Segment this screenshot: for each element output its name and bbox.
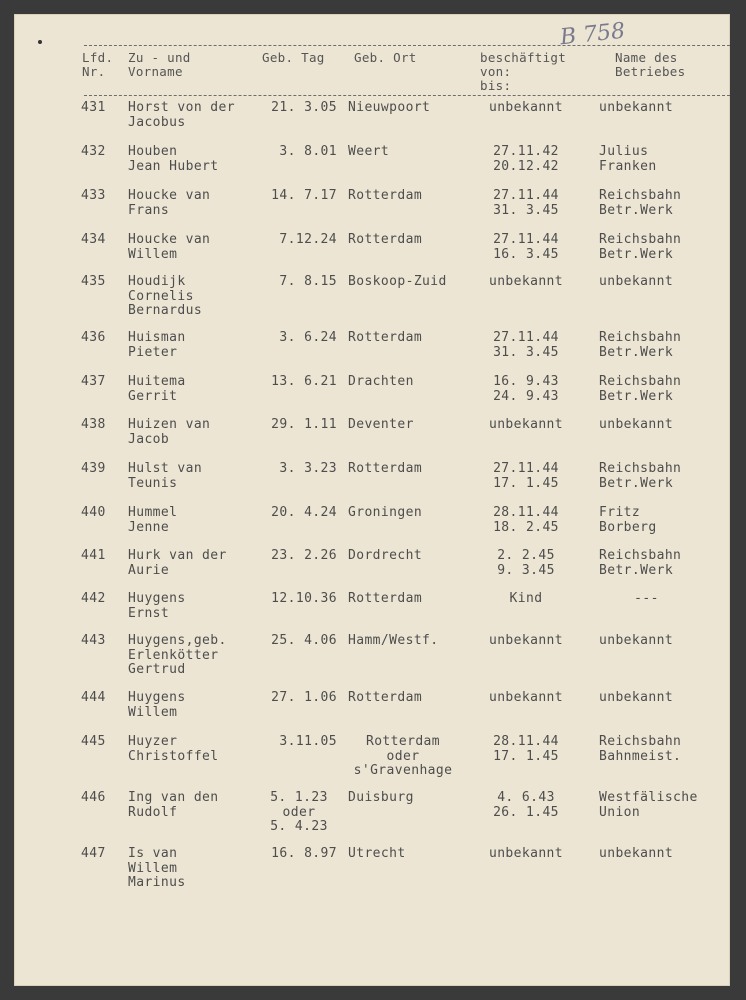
row-employed: Kind — [509, 591, 543, 606]
row-name: Houcke van Frans — [128, 188, 211, 218]
header-top-rule — [84, 45, 730, 46]
header-birth-place: Geb. Ort — [354, 50, 417, 65]
row-company: Fritz Borberg — [599, 505, 657, 535]
row-employed: 27.11.44 31. 3.45 — [493, 188, 559, 218]
row-name: Huygens Willem — [128, 690, 186, 720]
row-company: unbekannt — [599, 274, 674, 289]
row-company: unbekannt — [599, 846, 674, 861]
row-company: Westfälische Union — [599, 790, 698, 820]
row-name: Hurk van der Aurie — [128, 548, 227, 578]
row-birth-place: Rotterdam — [348, 330, 423, 345]
row-birth-date: 23. 2.26 — [271, 548, 337, 563]
row-employed: unbekannt — [488, 274, 564, 289]
row-name: Hulst van Teunis — [128, 461, 203, 491]
header-name: Zu - und Vorname — [128, 50, 191, 79]
row-company: unbekannt — [599, 100, 674, 115]
row-birth-place: Groningen — [348, 505, 423, 520]
row-company: Reichsbahn Bahnmeist. — [599, 734, 682, 764]
row-company: Reichsbahn Betr.Werk — [599, 548, 682, 578]
row-company: Reichsbahn Betr.Werk — [599, 461, 682, 491]
row-nr: 439 — [81, 461, 106, 476]
row-birth-date: 12.10.36 — [271, 591, 337, 606]
row-birth-place: Nieuwpoort — [348, 100, 431, 115]
row-company: Reichsbahn Betr.Werk — [599, 330, 682, 360]
header-company: Name des Betriebes — [615, 50, 686, 79]
row-nr: 432 — [81, 144, 106, 159]
row-birth-place: Rotterdam — [348, 232, 423, 247]
row-birth-place: Rotterdam — [348, 591, 423, 606]
row-birth-place: Rotterdam — [348, 461, 423, 476]
header-employed: beschäftigt von: bis: — [480, 50, 567, 93]
row-employed: 28.11.44 17. 1.45 — [493, 734, 559, 764]
row-nr: 435 — [81, 274, 106, 289]
row-nr: 433 — [81, 188, 106, 203]
header-nr: Lfd. Nr. — [82, 50, 114, 79]
row-nr: 441 — [81, 548, 106, 563]
row-nr: 438 — [81, 417, 106, 432]
row-birth-place: Weert — [348, 144, 390, 159]
row-employed: 27.11.44 16. 3.45 — [493, 232, 559, 262]
row-employed: unbekannt — [488, 417, 564, 432]
row-name: Horst von der Jacobus — [128, 100, 235, 130]
row-name: Is van Willem Marinus — [128, 846, 186, 890]
row-name: Houben Jean Hubert — [128, 144, 219, 174]
row-nr: 447 — [81, 846, 106, 861]
row-birth-date: 21. 3.05 — [271, 100, 337, 115]
row-nr: 445 — [81, 734, 106, 749]
row-birth-date: 5. 1.23 oder 5. 4.23 — [270, 790, 328, 834]
row-birth-date: 3. 8.01 — [279, 144, 337, 159]
row-nr: 431 — [81, 100, 106, 115]
row-name: Huyzer Christoffel — [128, 734, 219, 764]
row-name: Hummel Jenne — [128, 505, 178, 535]
row-employed: unbekannt — [488, 846, 564, 861]
row-birth-place: Duisburg — [348, 790, 414, 805]
row-employed: 27.11.42 20.12.42 — [493, 144, 559, 174]
row-birth-date: 3.11.05 — [279, 734, 337, 749]
row-nr: 436 — [81, 330, 106, 345]
document-page — [14, 14, 730, 986]
row-name: Huisman Pieter — [128, 330, 186, 360]
row-birth-place: Rotterdam — [348, 188, 423, 203]
row-company: unbekannt — [599, 633, 674, 648]
row-birth-date: 14. 7.17 — [271, 188, 337, 203]
row-birth-place: Deventer — [348, 417, 414, 432]
row-birth-date: 3. 6.24 — [279, 330, 337, 345]
row-nr: 442 — [81, 591, 106, 606]
row-employed: unbekannt — [488, 633, 564, 648]
row-birth-place: Hamm/Westf. — [348, 633, 439, 648]
row-company: Reichsbahn Betr.Werk — [599, 374, 682, 404]
row-employed: 27.11.44 17. 1.45 — [493, 461, 559, 491]
row-employed: 27.11.44 31. 3.45 — [493, 330, 559, 360]
row-name: Houdijk Cornelis Bernardus — [128, 274, 203, 318]
row-birth-date: 7.12.24 — [279, 232, 337, 247]
row-company: Reichsbahn Betr.Werk — [599, 188, 682, 218]
row-employed: 28.11.44 18. 2.45 — [493, 505, 559, 535]
row-employed: 4. 6.43 26. 1.45 — [493, 790, 559, 820]
header-birth-date: Geb. Tag — [262, 50, 325, 65]
row-name: Huygens,geb. Erlenkötter Gertrud — [128, 633, 227, 677]
row-birth-date: 20. 4.24 — [271, 505, 337, 520]
row-employed: unbekannt — [488, 690, 564, 705]
row-nr: 446 — [81, 790, 106, 805]
row-birth-place: Boskoop-Zuid — [348, 274, 447, 289]
row-nr: 437 — [81, 374, 106, 389]
row-birth-date: 7. 8.15 — [279, 274, 337, 289]
punch-hole — [38, 40, 42, 44]
row-company: unbekannt — [599, 417, 674, 432]
handwritten-reference: B 758 — [558, 18, 627, 51]
row-company: --- — [634, 591, 659, 606]
row-birth-place: Utrecht — [348, 846, 406, 861]
row-birth-date: 13. 6.21 — [271, 374, 337, 389]
row-nr: 443 — [81, 633, 106, 648]
header-bottom-rule — [84, 95, 730, 96]
row-employed: 16. 9.43 24. 9.43 — [493, 374, 559, 404]
row-nr: 440 — [81, 505, 106, 520]
row-employed: unbekannt — [488, 100, 564, 115]
row-name: Huitema Gerrit — [128, 374, 186, 404]
row-birth-date: 3. 3.23 — [279, 461, 337, 476]
row-name: Huizen van Jacob — [128, 417, 211, 447]
row-birth-date: 29. 1.11 — [271, 417, 337, 432]
row-birth-date: 25. 4.06 — [271, 633, 337, 648]
row-birth-place: Dordrecht — [348, 548, 423, 563]
row-company: unbekannt — [599, 690, 674, 705]
row-birth-place: Drachten — [348, 374, 414, 389]
row-nr: 434 — [81, 232, 106, 247]
row-nr: 444 — [81, 690, 106, 705]
row-birth-date: 27. 1.06 — [271, 690, 337, 705]
row-employed: 2. 2.45 9. 3.45 — [497, 548, 555, 578]
row-company: Reichsbahn Betr.Werk — [599, 232, 682, 262]
row-name: Ing van den Rudolf — [128, 790, 219, 820]
row-birth-place: Rotterdam oder s'Gravenhage — [353, 734, 453, 778]
row-company: Julius Franken — [599, 144, 657, 174]
row-birth-date: 16. 8.97 — [271, 846, 337, 861]
row-name: Huygens Ernst — [128, 591, 186, 621]
row-name: Houcke van Willem — [128, 232, 211, 262]
row-birth-place: Rotterdam — [348, 690, 423, 705]
